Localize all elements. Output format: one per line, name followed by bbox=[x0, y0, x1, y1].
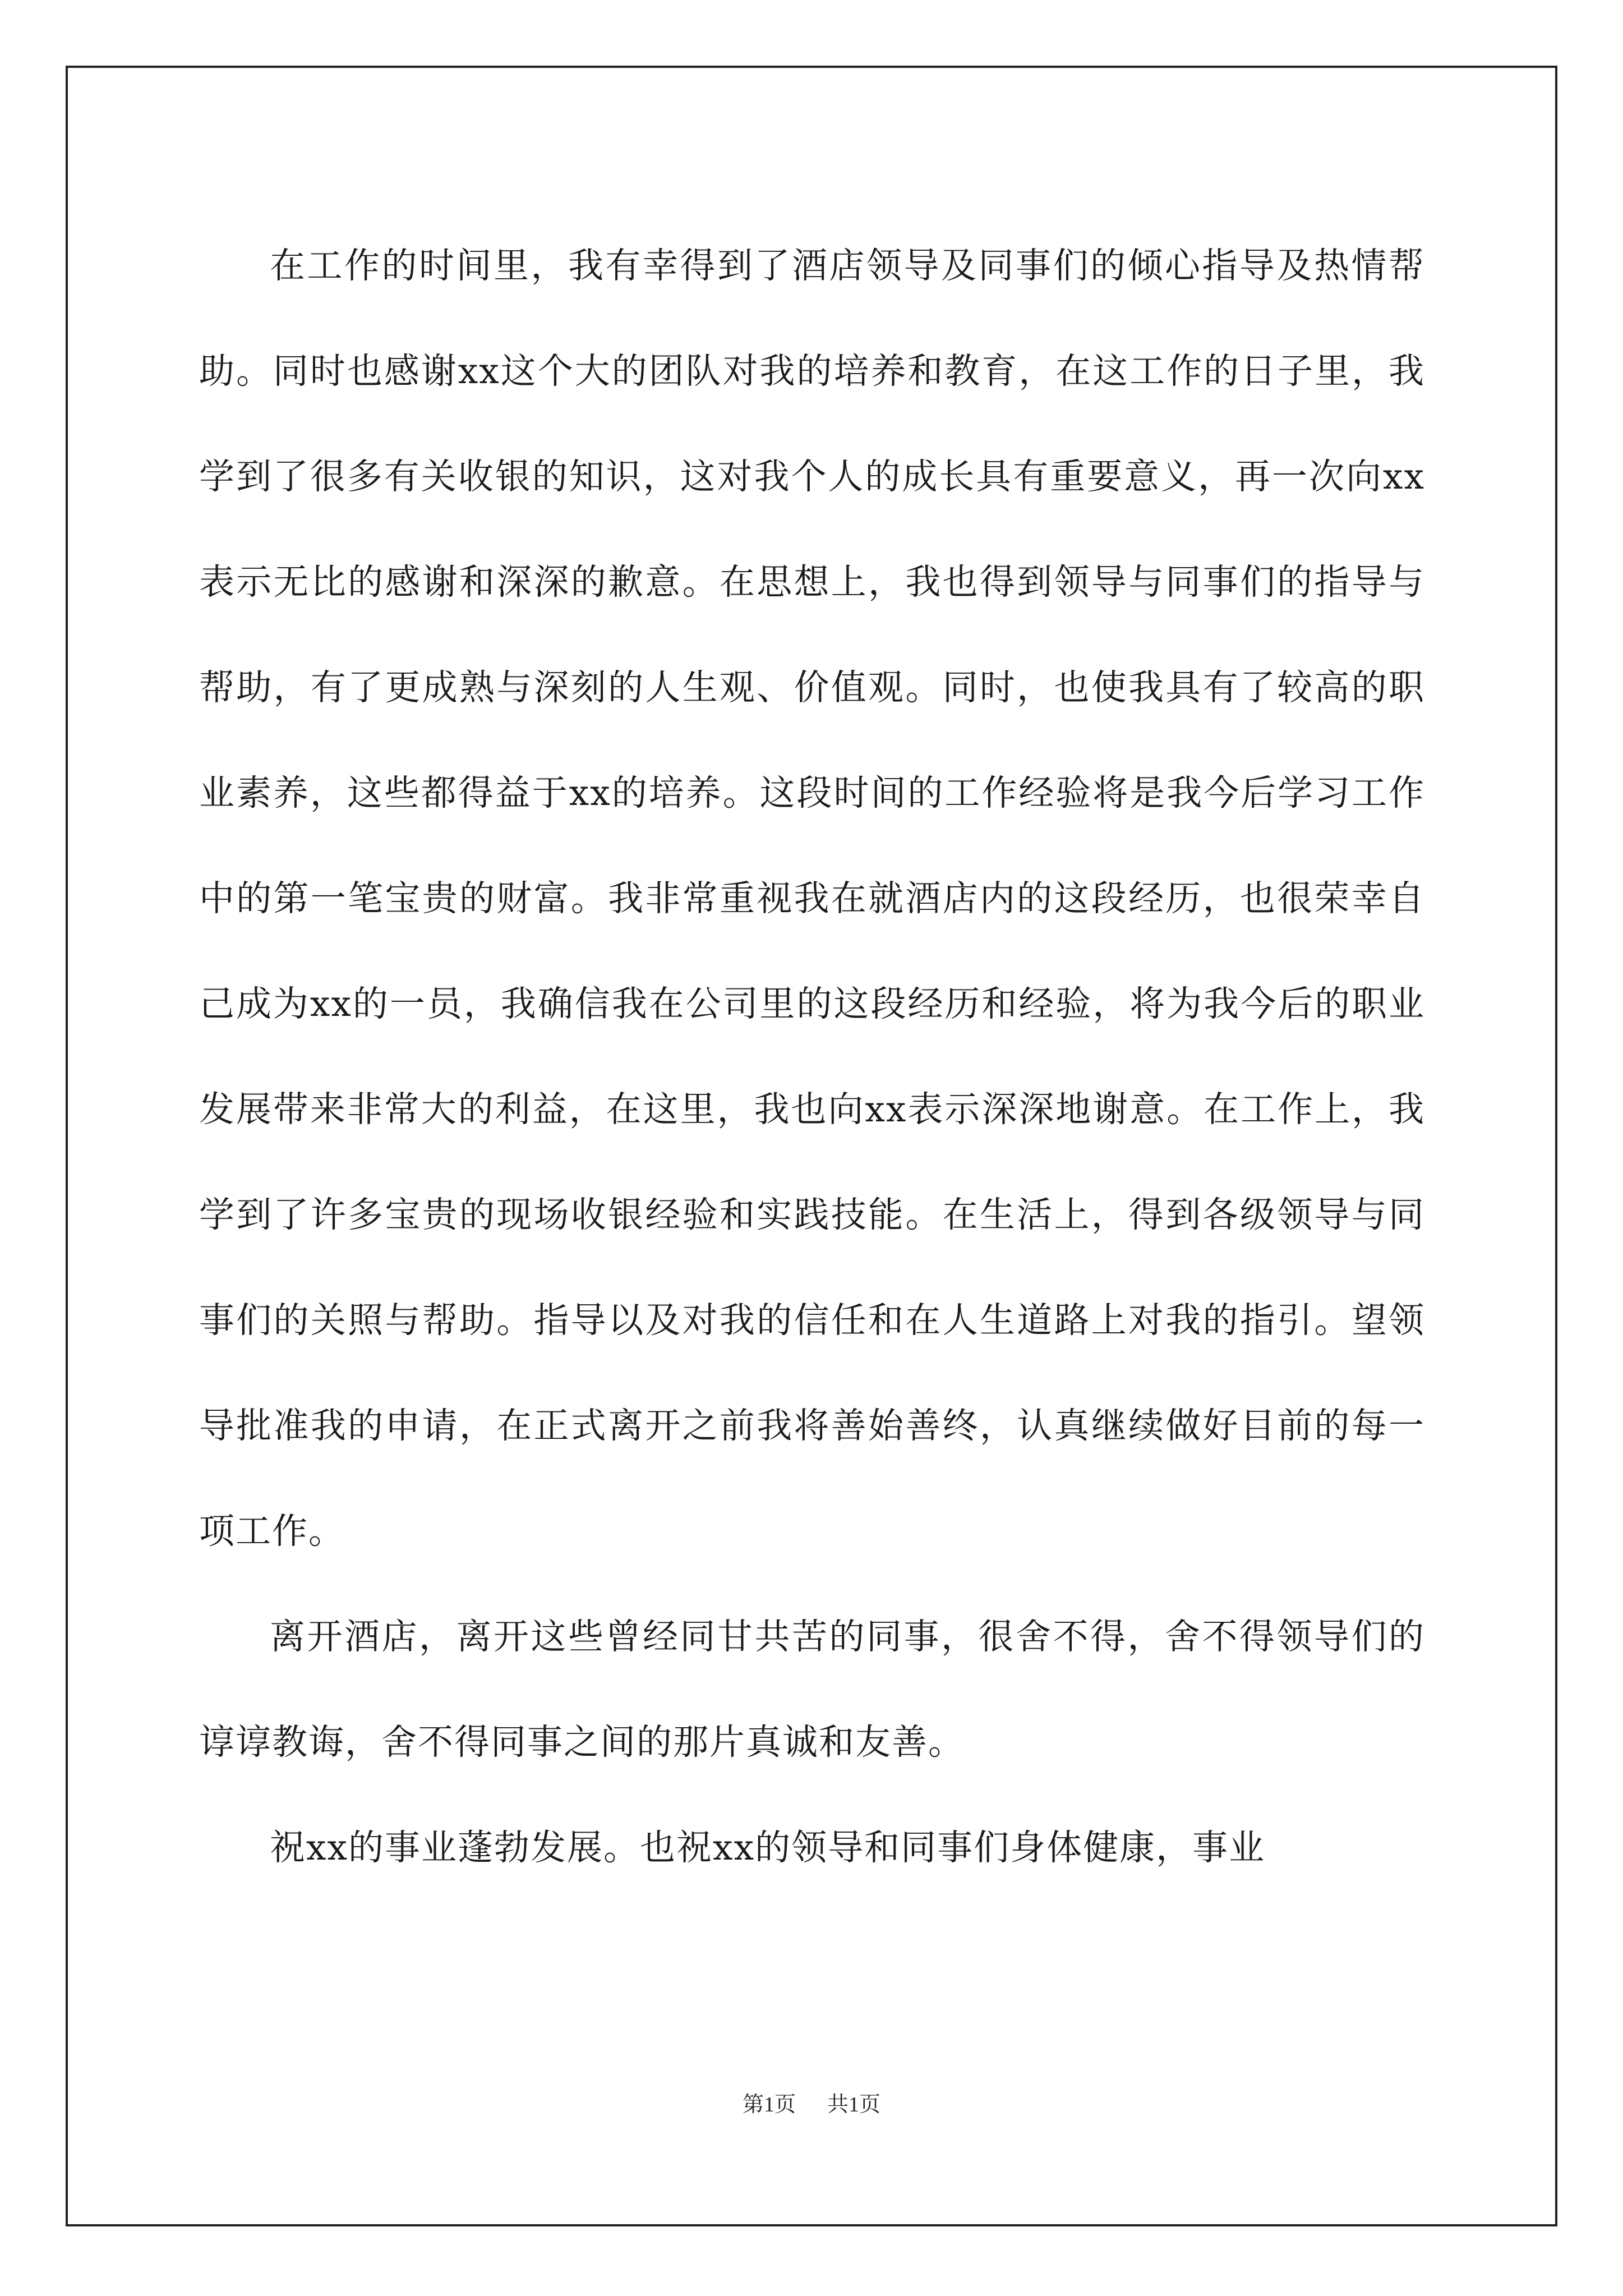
paragraph-2: 离开酒店，离开这些曾经同甘共苦的同事，很舍不得，舍不得领导们的谆谆教诲，舍不得同事之间的那片真诚和友善。 bbox=[199, 1616, 1425, 1763]
document-body bbox=[199, 213, 1425, 1901]
page-footer bbox=[0, 2087, 1623, 2118]
paragraph-3: 祝xx的事业蓬勃发展。也祝xx的领导和同事们身体健康，事业 bbox=[270, 1827, 1266, 1868]
paragraph-1: 在工作的时间里，我有幸得到了酒店领导及同事们的倾心指导及热情帮助。同时也感谢xx这个大的团队对我的培养和教育，在这工作的日子里，我学到了很多有关收银的知识，这对我个人的成长具有重要意义，再一次向xx表示无比的感谢和深深的歉意。在思想上，我也得到领导与同事们的指导与帮助，有了更成熟与深刻的人生观、价值观。同时，也使我具有了较高的职业素养，这些都得益于xx的培养。这段时间的工作经验将是我今后学习工作中的第一笔宝贵的财富。我非常重视我在就酒店内的这段经历，也很荣幸自己成为xx的一员，我确信我在公司里的这段经历和经验，将为我今后的职业发展带来非常大的利益，在这里，我也向xx表示深深地谢意。在工作上，我学到了许多宝贵的现场收银经验和实践技能。在生活上，得到各级领导与同事们的关照与帮助。指导以及对我的信任和在人生道路上对我的指引。望领导批准我的申请，在正式离开之前我将善始善终，认真继续做好目前的每一项工作。 bbox=[199, 245, 1425, 1552]
page-number: 第1页 bbox=[742, 2093, 796, 2116]
page-total: 共1页 bbox=[827, 2093, 881, 2116]
